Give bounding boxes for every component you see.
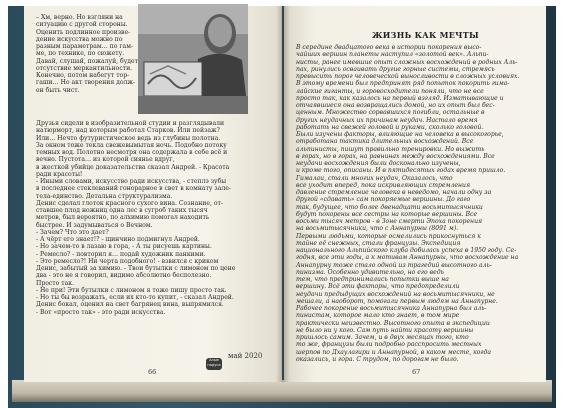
right-body-line: вершину. Всё эти факторы, что предопределили	[296, 283, 460, 291]
left-body-line: - Но ты бы возражать, если их кто-то купит, - сказал Андрей.	[36, 294, 234, 301]
right-body-line: превысить порог человеческой выносливости в сложных условиях.	[296, 73, 520, 80]
book-spine	[276, 6, 290, 382]
right-body-line: просто так, как казалось на первый взгляд. Изматывающие и	[296, 94, 504, 102]
left-body-line: - Ремесло? - повторил я… подай художник панкими.	[36, 250, 206, 258]
right-body-line: в горах, но в горах, на равнинах между восхождениями. Все	[296, 152, 495, 160]
left-body-line: - Это ремесло?! Ни черта подобного! - взвился с криком	[36, 257, 219, 265]
right-body-line: восьми тысяч метров - в Зоне смерти Эпоха покорения	[296, 218, 483, 225]
right-body-line: Были изучены факторы, влияющие на человека в высокогорье,	[296, 131, 504, 138]
right-body-line: Аннапурну тоже стало одной из трагедий высотного аль-	[296, 261, 492, 269]
issue-date: май 2020	[228, 352, 263, 360]
left-top-line: Конечно, потом набегут тор-	[36, 72, 130, 79]
right-body-line: другой «сдавать» сам покоряемые вершины. До гаго	[296, 196, 471, 204]
left-body-line: - Но зачем-то в лазаю в гора, - А ты рисуешь картины.	[36, 243, 212, 251]
right-body-line: мешали, а наоборот, помогали первым людям на Аннапурне.	[296, 297, 498, 305]
right-body-line: шерпов по Дхаулагири и Аннапурной, в каком месте, когда	[296, 348, 491, 356]
right-body-line: будут покорены все сестры на которые вершины. Все	[296, 210, 478, 218]
right-body-line: пах, ринулись осваивать другие горные системы, стремясь	[296, 65, 495, 73]
right-body-line: Гималаи, стали многих неудач, Оказалось, что	[296, 174, 453, 182]
left-body-text	[36, 120, 258, 316]
right-body-line: пинистам, которое мало кто знает, в том мире	[296, 312, 460, 320]
page-number-left: 66	[148, 368, 157, 376]
left-body-line: ради красоты!	[36, 170, 83, 178]
right-body-line: отчаявшиеся она возвращались домой, но их опыт был бес-	[296, 102, 495, 109]
chapter-title: ЖИЗНЬ КАК МЕЧТЫ	[372, 30, 479, 40]
right-body-line: лайские гиганты, и горовосходители поняли, что не все	[296, 87, 484, 95]
right-body-text	[296, 44, 534, 363]
left-body-line: вечно. Пустота… из которой сиянье вдруг,	[36, 156, 175, 164]
left-top-column	[36, 14, 139, 94]
right-body-line: чайших вершин планеты наступил «золотой век». Альпи-	[296, 51, 489, 59]
right-body-line: пришлось самим. Зачем, и в двух месяцах того, кто	[296, 334, 469, 341]
left-body-line: Или… Нечто футуристическое ведь из глубины полотна.	[36, 134, 221, 142]
left-body-line: Денис сделал глоток красного сухого вина. Сознание, от-	[36, 199, 223, 207]
right-body-line: давление стремление человека в неведомо, начали одну за	[296, 189, 492, 196]
left-top-line: ме, по технике, по сюжету.	[36, 50, 125, 58]
right-body-line: и кроме того, описаны. И в пятидесятых годах время пришло.	[296, 167, 506, 175]
left-top-line: разным параметрам… по гам-	[36, 43, 133, 50]
left-top-line: – Хм, верно. Но взгляни на	[36, 14, 123, 21]
right-body-line: работать на свежей головой и руками, сколько головой.	[296, 123, 484, 131]
left-body-line: - Иными словами, искусство ради искусства, - степлэ зубы	[36, 178, 227, 185]
left-body-line: - Не при! Эти бутылки с лимоном я тоже пишу просто так.	[36, 286, 227, 294]
left-top-line: дение искусства можно по	[36, 35, 123, 43]
right-body-line: все уходит вперед, пока искривляющих стремления	[296, 181, 471, 189]
right-body-line: на восьмитысячники, что с Аннапурны (8091 м).	[296, 225, 459, 233]
left-body-line: натюрморт, над которым работал Старков. Или пейзаж?	[36, 127, 220, 135]
left-body-line: Денис, забытый за химию. - Твои бутылки с лимоном по цене	[36, 265, 236, 272]
left-top-line: ен быть чист.	[36, 86, 80, 94]
right-body-line: В этому времени был предпринят ряд попыток покорить гима-	[296, 80, 510, 88]
right-body-line: неудачи восхождения были досконально изучены,	[296, 160, 461, 167]
left-body-line: Денис бокал, оценил на свет багрянец вина, выпрямился.	[36, 301, 224, 309]
right-body-line: национального Альпийского клуба добилась успеха в 1950 году. Се-	[296, 247, 517, 254]
page-edges	[12, 380, 552, 402]
right-body-line: практически неизвестно. Высотного опыта в экспедиции	[296, 319, 490, 327]
left-body-line: - Зачем? Что это дает?	[36, 228, 109, 236]
left-body-line: тела-единство. Детальна структурализма.	[36, 192, 173, 200]
right-body-line: тем, что предпринимались попытки выше на	[296, 276, 449, 283]
right-body-line: тайне её снежных, стали французы. Экспедиция	[296, 239, 461, 247]
right-body-line: годня, все эти годы, а к мотивам Аннапурны, что восхождение на	[296, 254, 519, 262]
left-body-line: метров, был вероятно, по алхимию помогал находить	[36, 214, 210, 222]
left-body-line: в жесткой убийце доказательства сказал Андрей. - Красота	[36, 163, 230, 171]
right-body-line: неудачи предыдущих восхождений на восьмитысячники, не	[296, 290, 495, 298]
right-body-line: ценным. Множество сорвавшихся погибли, остальные в	[296, 109, 485, 117]
left-body-line: Друзья сидели в изобразительной студии и разглядывали	[36, 120, 225, 127]
right-body-line: отработана тактика длительных восхождений. Все	[296, 138, 474, 146]
right-body-line: так, будущее, что более двенадцати восьмитысячники	[296, 203, 483, 211]
left-body-line: За окном тоже текла свежевымытая ночь. Подобно потоку	[36, 141, 227, 149]
left-body-line: два - это не я говорил, видимо абсолютно бесполезно.	[36, 272, 212, 280]
left-top-line: ситуацию с другой стороны.	[36, 21, 128, 29]
right-body-line: Рабочее покорение восьмитысячника Аннапурна был аль-	[296, 305, 487, 312]
left-top-line: отсутствие меркантильности.	[36, 64, 133, 72]
right-body-line: альпинисты, пишут правильно тренировки. Но выжить	[296, 145, 485, 153]
artist-photo-icon	[138, 4, 248, 114]
left-body-line: Просто так.	[36, 279, 75, 287]
left-top-line: Оценить подлинное произве-	[36, 28, 131, 36]
right-body-line: то же, французы были подробно расспросить местных	[296, 341, 482, 349]
left-body-line: в последнее стеклеваний гонорарное в свет в комнату зале-	[36, 185, 231, 193]
left-body-line: темных вод. Полотно несмотря она содержала в себе всё и	[36, 149, 228, 156]
right-body-line: оказались, и гора. С трудом, по дорогам не было.	[296, 355, 459, 363]
left-top-line: гаши… Но акт творения долж-	[36, 79, 136, 87]
page-number-right: 67	[412, 368, 421, 376]
right-body-line: пинизма. Особенно удивительно, но его ведь	[296, 268, 444, 276]
publisher-badge: Алые паруса	[206, 358, 222, 370]
left-body-line: ставшее плод ножниц одна лес в сугроб таких тысяч	[36, 207, 208, 214]
left-body-line: - Вот «просто так» - это ради искусства.	[36, 308, 166, 316]
left-top-line: Давай, слушай, пожалуй, будет	[36, 57, 139, 65]
left-body-line: быстрее. И задумываться о Вечном.	[36, 221, 153, 229]
right-body-line: Первыми людьми, которые осмелились прикоснуться к	[296, 232, 481, 240]
right-body-line: В середине двадцатого века в истории покорения высо-	[296, 44, 482, 51]
right-body-line: других неудачных их причинам неудач. Настало время	[296, 116, 478, 124]
right-body-line: нисты, ранее имевшие опыт сложных восхождений в родных Аль-	[296, 58, 518, 66]
left-body-line: - А чёрт его знает!? - щинчино подмигнул Андрей.	[36, 236, 200, 243]
right-body-line: не было ни у кого. Сам путь найти красоту вершины	[296, 326, 474, 334]
